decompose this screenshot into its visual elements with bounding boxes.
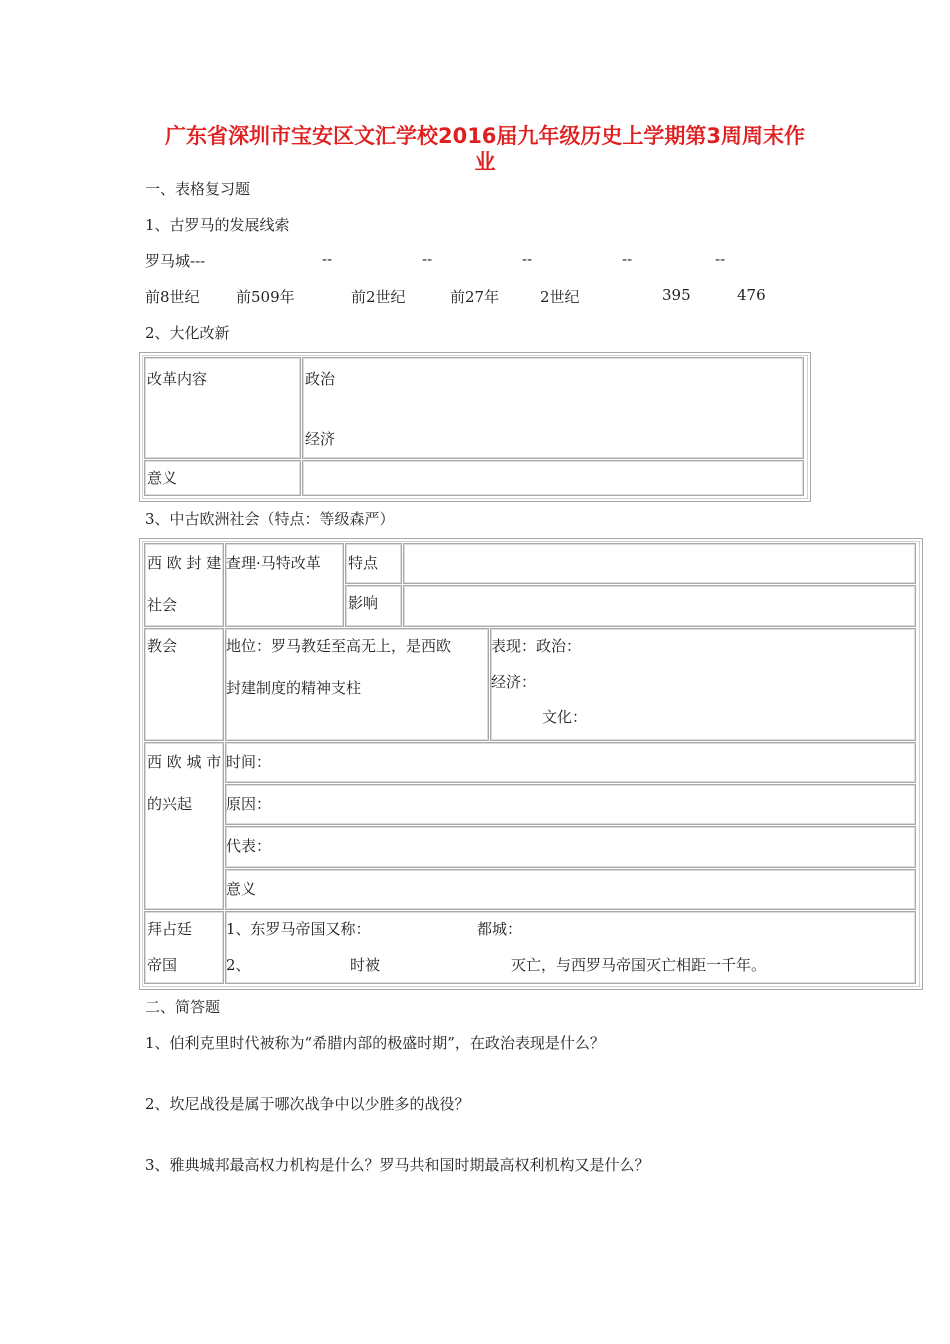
timeline-year: 前27年 [450, 288, 500, 306]
cell-impact-value [403, 585, 916, 627]
timeline-year: 395 [662, 286, 691, 304]
cell-impact-label: 影响 [345, 585, 402, 627]
cell-church-status: 地位：罗马教廷至高无上，是西欧 封建制度的精神支柱 [225, 628, 489, 741]
cell-content-label: 改革内容 [144, 357, 301, 459]
cell-city-meaning: 意义 [225, 869, 916, 910]
q3-heading: 3、中古欧洲社会（特点：等级森严） [145, 510, 395, 528]
timeline-year: 前2世纪 [351, 288, 406, 306]
cell-meaning-label: 意义 [144, 460, 301, 496]
cell-city-time: 时间： [225, 742, 916, 783]
cell-feudal-label: 西 欧 封 建 社会 [144, 543, 224, 627]
question-item: 1、伯利克里时代被称为“希腊内部的极盛时期”，在政治表现是什么？ [145, 1034, 605, 1052]
timeline-dash: -- [522, 250, 533, 268]
taika-reform-table [139, 352, 811, 502]
cell-church-performance: 表现：政治： 经济： 文化： [490, 628, 916, 741]
timeline-year: 476 [737, 286, 766, 304]
timeline-dash: -- [422, 250, 433, 268]
cell-charles-martel: 查理·马特改革 [225, 543, 344, 627]
question-item: 2、坎尼战役是属于哪次战争中以少胜多的战役？ [145, 1095, 470, 1113]
cell-byzantine-label: 拜占廷 帝国 [144, 911, 224, 984]
cell-byzantine-content: 1、东罗马帝国又称： 都城： 2、 时被 灭亡，与西罗马帝国灭亡相距一千年。 [225, 911, 916, 984]
section-heading-short-answer: 二、简答题 [145, 998, 221, 1016]
cell-meaning-value [302, 460, 804, 496]
cell-feature-value [403, 543, 916, 584]
cell-church-label: 教会 [144, 628, 224, 741]
cell-city-reason: 原因： [225, 784, 916, 825]
cell-content-value: 政治 经济 [302, 357, 804, 459]
cell-feature-label: 特点 [345, 543, 402, 584]
medieval-europe-table [139, 538, 923, 990]
q2-heading: 2、大化改新 [145, 324, 230, 342]
timeline-year: 前509年 [236, 288, 295, 306]
section-heading-tables: 一、表格复习题 [145, 180, 251, 198]
timeline-dash: -- [715, 250, 726, 268]
q1-heading: 1、古罗马的发展线索 [145, 216, 290, 234]
timeline-dash: -- [622, 250, 633, 268]
timeline-dash: -- [322, 250, 333, 268]
timeline-start: 罗马城--- [145, 252, 206, 270]
timeline-year: 前8世纪 [145, 288, 200, 306]
cell-city-label: 西 欧 城 市 的兴起 [144, 742, 224, 910]
timeline-year: 2世纪 [540, 288, 580, 306]
cell-city-representative: 代表： [225, 826, 916, 868]
page-title: 广东省深圳市宝安区文汇学校2016届九年级历史上学期第3周周末作 业 [164, 124, 806, 174]
question-item: 3、雅典城邦最高权力机构是什么？罗马共和国时期最高权利机构又是什么？ [145, 1156, 650, 1174]
